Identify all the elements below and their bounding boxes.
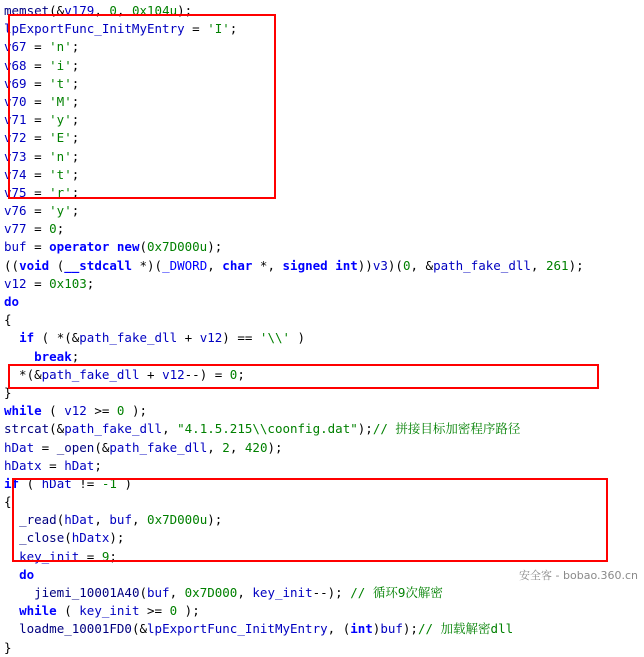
code-token-chr: 'E' <box>49 130 72 146</box>
code-token-plain: != <box>71 475 102 491</box>
code-token-var: hDat <box>64 512 95 528</box>
code-line <box>4 548 644 566</box>
code-line <box>4 402 644 420</box>
code-token-plain: , <box>237 585 253 600</box>
code-line <box>4 329 644 347</box>
code-token-plain <box>4 349 34 364</box>
code-token-plain: ); <box>207 512 223 528</box>
code-token-plain: ; <box>71 57 80 73</box>
code-line <box>4 257 644 275</box>
code-line <box>4 75 644 93</box>
code-token-plain: = <box>79 548 102 564</box>
code-token-plain: ; <box>237 366 245 382</box>
code-token-chr: '\\' <box>259 330 291 346</box>
code-token-var: v71 <box>4 112 27 128</box>
code-line <box>4 111 644 129</box>
code-line <box>4 20 644 38</box>
code-token-var: key_init <box>252 585 313 600</box>
code-line <box>4 129 644 147</box>
code-token-var: key_init <box>19 548 80 564</box>
code-token-var: v76 <box>4 203 27 219</box>
code-token-var: v69 <box>4 75 27 91</box>
code-token-plain: )) <box>357 257 373 273</box>
code-token-var: hDatx <box>4 457 42 473</box>
code-token-var: path_fake_dll <box>109 439 208 455</box>
code-token-kw: while <box>19 603 57 619</box>
code-token-num: 0x104u <box>131 3 178 18</box>
code-token-fn: _close <box>19 530 65 546</box>
code-token-plain: ; <box>71 184 80 200</box>
code-token-plain: ; <box>71 148 80 164</box>
code-line <box>4 475 644 493</box>
code-line <box>4 420 644 438</box>
code-token-plain: ; <box>71 130 80 146</box>
code-token-kw: operator new <box>49 239 140 255</box>
code-token-chr: 't' <box>49 166 72 182</box>
code-line <box>4 348 644 366</box>
code-token-plain: } <box>4 639 12 655</box>
code-token-var: v75 <box>4 184 27 200</box>
code-token-fn: loadme_10001FD0 <box>19 621 132 637</box>
code-token-kw: signed int <box>282 257 358 273</box>
code-token-plain: = <box>184 21 208 37</box>
code-token-plain: (( <box>4 257 20 273</box>
code-token-kw: do <box>4 294 20 309</box>
code-token-chr: 'M' <box>49 93 72 109</box>
code-token-plain: = <box>26 75 50 91</box>
code-token-var: lpExportFunc_InitMyEntry <box>147 621 328 637</box>
code-token-plain: , <box>207 257 223 273</box>
code-token-plain: ; <box>109 548 117 564</box>
code-token-plain: *(& <box>4 366 42 382</box>
code-token-num: 0x7D000u <box>147 512 208 528</box>
code-token-plain: ); <box>177 603 200 619</box>
code-line <box>4 202 644 220</box>
code-token-plain: (& <box>94 439 110 455</box>
code-line <box>4 2 644 20</box>
code-token-plain: ); <box>124 403 148 419</box>
code-token-var: path_fake_dll <box>79 330 178 346</box>
code-token-plain: = <box>26 148 50 164</box>
code-token-plain: = <box>26 184 50 200</box>
code-token-plain: )( <box>387 257 403 273</box>
code-token-plain: , <box>207 439 223 455</box>
code-token-plain: , <box>116 3 132 18</box>
code-token-var: v12 <box>64 403 87 419</box>
code-line <box>4 384 644 402</box>
code-token-plain <box>4 621 19 636</box>
code-token-kw: if <box>19 330 35 346</box>
code-token-plain: , <box>229 439 245 455</box>
code-token-chr: 'y' <box>49 112 72 128</box>
code-token-chr: 'i' <box>49 57 72 73</box>
code-token-var: buf <box>109 512 132 528</box>
code-token-plain: ( <box>19 475 42 491</box>
code-token-plain: ; <box>71 166 80 182</box>
code-token-chr: 'n' <box>49 148 72 164</box>
code-token-plain: , <box>94 512 110 528</box>
code-line <box>4 511 644 529</box>
code-token-plain: , <box>131 512 148 528</box>
code-token-plain: (& <box>49 421 65 437</box>
code-token-plain: ; <box>94 457 102 473</box>
code-token-chr: 't' <box>49 75 72 91</box>
code-token-kw: void <box>19 257 50 273</box>
code-token-var: v3 <box>372 257 388 273</box>
code-token-plain: = <box>26 203 50 219</box>
code-token-plain: = <box>26 221 50 237</box>
code-token-cmt: // 拼接目标加密程序路径 <box>372 421 521 437</box>
code-token-var: v12 <box>162 366 185 382</box>
code-token-var: path_fake_dll <box>64 421 163 437</box>
code-line <box>4 529 644 547</box>
code-token-plain: } <box>4 384 12 400</box>
code-token-plain: { <box>4 494 12 510</box>
code-token-var: v12 <box>199 330 223 346</box>
code-token-plain: ) == <box>222 330 260 346</box>
code-token-plain: + <box>177 330 200 346</box>
code-token-plain: = <box>26 166 50 182</box>
code-line <box>4 311 644 329</box>
code-line <box>4 220 644 238</box>
code-token-plain: *)( <box>131 257 163 273</box>
code-token-plain: (& <box>49 3 65 18</box>
code-token-fn: strcat <box>4 421 50 437</box>
code-token-plain: ); <box>267 439 283 455</box>
code-token-plain: --); <box>312 585 351 600</box>
code-token-plain: ); <box>109 530 125 546</box>
code-line <box>4 439 644 457</box>
code-token-plain: ( <box>56 512 65 528</box>
code-line <box>4 93 644 111</box>
code-token-plain: ); <box>402 621 418 637</box>
code-token-chr: 'y' <box>49 203 72 219</box>
code-token-var: v77 <box>4 221 27 237</box>
code-token-plain: = <box>26 275 50 291</box>
code-token-plain <box>4 549 19 564</box>
code-line <box>4 620 644 638</box>
code-token-plain: ); <box>357 421 373 437</box>
code-token-plain: ); <box>207 239 223 255</box>
code-token-plain <box>4 567 19 582</box>
code-token-var: v74 <box>4 166 27 182</box>
code-token-plain: ( <box>139 585 147 600</box>
code-token-var: v12 <box>4 275 27 291</box>
code-token-plain: *, <box>252 257 283 273</box>
code-token-num: 0 <box>229 366 238 382</box>
code-token-typ: _DWORD <box>162 257 208 273</box>
code-token-plain: ( <box>139 239 147 255</box>
code-token-plain: = <box>26 112 50 128</box>
code-token-var: lpExportFunc_InitMyEntry <box>4 21 185 37</box>
code-token-var: hDat <box>41 475 72 491</box>
code-token-chr: 'n' <box>49 39 72 55</box>
code-token-plain: ); <box>177 3 193 18</box>
code-token-fn: _open <box>56 439 95 455</box>
code-line <box>4 493 644 511</box>
code-token-num: 261 <box>545 257 569 273</box>
code-token-plain: , <box>530 257 546 273</box>
code-token-var: hDatx <box>71 530 110 546</box>
code-token-num: 0 <box>402 257 411 273</box>
code-token-chr: 'I' <box>207 21 230 37</box>
code-token-var: v68 <box>4 57 27 73</box>
code-token-plain: ; <box>71 112 80 128</box>
code-line <box>4 275 644 293</box>
code-token-plain: >= <box>139 603 170 619</box>
code-line <box>4 57 644 75</box>
code-token-plain: + <box>139 366 163 382</box>
code-token-plain: = <box>34 439 57 455</box>
code-token-plain: ) <box>372 621 381 637</box>
watermark-text: 安全客 - bobao.360.cn <box>519 569 638 582</box>
code-token-plain: ; <box>71 203 80 219</box>
code-token-plain: , <box>162 421 178 437</box>
code-token-var: buf <box>380 621 403 637</box>
code-token-var: v72 <box>4 130 27 146</box>
code-line <box>4 366 644 384</box>
code-token-plain: ( <box>49 257 65 273</box>
code-token-plain <box>4 330 19 345</box>
code-token-kw: break <box>34 348 72 364</box>
code-token-plain: , <box>169 585 185 600</box>
code-token-plain: { <box>4 312 12 328</box>
code-token-num: 0x7D000u <box>147 239 208 255</box>
code-token-kw: int <box>350 621 373 637</box>
code-line <box>4 38 644 56</box>
code-token-num: 0 <box>109 3 117 18</box>
code-token-plain: = <box>26 57 50 73</box>
code-token-plain: ) <box>116 475 132 491</box>
code-token-plain: = <box>26 130 50 146</box>
code-line <box>4 238 644 256</box>
code-token-var: v67 <box>4 39 27 55</box>
code-token-num: -1 <box>101 475 117 491</box>
code-token-plain <box>4 512 19 527</box>
code-token-plain: , ( <box>327 621 351 637</box>
code-line <box>4 639 644 657</box>
code-line <box>4 602 644 620</box>
code-token-plain <box>4 585 34 600</box>
code-token-num: 2 <box>222 439 230 455</box>
code-token-plain: ( *(& <box>34 330 80 346</box>
code-token-num: 0 <box>49 221 57 237</box>
code-token-var: key_init <box>79 603 140 619</box>
code-token-kw: if <box>4 475 20 491</box>
code-token-plain: ( <box>56 603 80 619</box>
code-token-var: buf <box>147 585 170 600</box>
code-token-var: path_fake_dll <box>433 257 531 273</box>
code-token-fn: jiemi_10001A40 <box>34 585 140 600</box>
code-token-num: 9 <box>101 548 110 564</box>
code-token-plain: , & <box>410 257 434 273</box>
code-token-var: v73 <box>4 148 27 164</box>
code-token-num: 420 <box>244 439 268 455</box>
code-token-num: 0x103 <box>49 275 87 291</box>
code-token-plain: --) = <box>184 366 230 382</box>
code-token-plain <box>4 530 19 545</box>
code-token-plain: ( <box>64 530 72 546</box>
code-token-plain: ); <box>568 257 584 273</box>
code-token-kw: while <box>4 403 42 419</box>
code-line <box>4 293 644 311</box>
code-token-plain: = <box>26 93 50 109</box>
code-line <box>4 584 644 602</box>
code-token-plain: ) <box>290 330 306 346</box>
code-token-plain: = <box>26 39 50 55</box>
code-token-fn: _read <box>19 512 57 528</box>
code-token-plain: ; <box>71 39 80 55</box>
code-token-cmt: // 加载解密dll <box>417 621 514 637</box>
code-token-plain: (& <box>131 621 148 637</box>
code-token-plain: ; <box>71 93 80 109</box>
code-token-chr: 'r' <box>49 184 72 200</box>
code-token-var: buf <box>4 239 27 255</box>
code-token-plain: , <box>94 3 110 18</box>
code-token-plain: = <box>26 239 50 255</box>
code-token-kw: __stdcall <box>64 257 132 273</box>
code-token-plain: ; <box>229 21 238 37</box>
code-token-plain: >= <box>86 403 117 419</box>
code-token-var: v179 <box>64 3 95 18</box>
code-token-plain: ; <box>56 221 65 237</box>
code-token-plain: ( <box>41 403 65 419</box>
code-token-num: 0x7D000 <box>184 585 238 600</box>
code-token-num: 0 <box>116 403 125 419</box>
code-line <box>4 457 644 475</box>
code-token-var: v70 <box>4 93 27 109</box>
code-token-cmt: // 循环9次解密 <box>350 585 443 600</box>
code-token-fn: memset <box>4 3 50 18</box>
code-token-var: path_fake_dll <box>41 366 140 382</box>
code-token-plain: ; <box>86 275 95 291</box>
code-token-plain <box>4 603 19 618</box>
code-token-var: hDat <box>64 457 95 473</box>
code-line <box>4 148 644 166</box>
code-token-plain: ; <box>71 75 80 91</box>
code-token-num: 0 <box>169 603 178 619</box>
code-line <box>4 184 644 202</box>
code-token-plain: = <box>41 457 65 473</box>
code-line <box>4 166 644 184</box>
code-token-str: "4.1.5.215\\coonfig.dat" <box>177 421 358 437</box>
code-token-plain: ; <box>71 348 80 364</box>
code-token-kw: char <box>222 257 253 273</box>
code-token-kw: do <box>19 566 35 582</box>
code-token-var: hDat <box>4 439 35 455</box>
